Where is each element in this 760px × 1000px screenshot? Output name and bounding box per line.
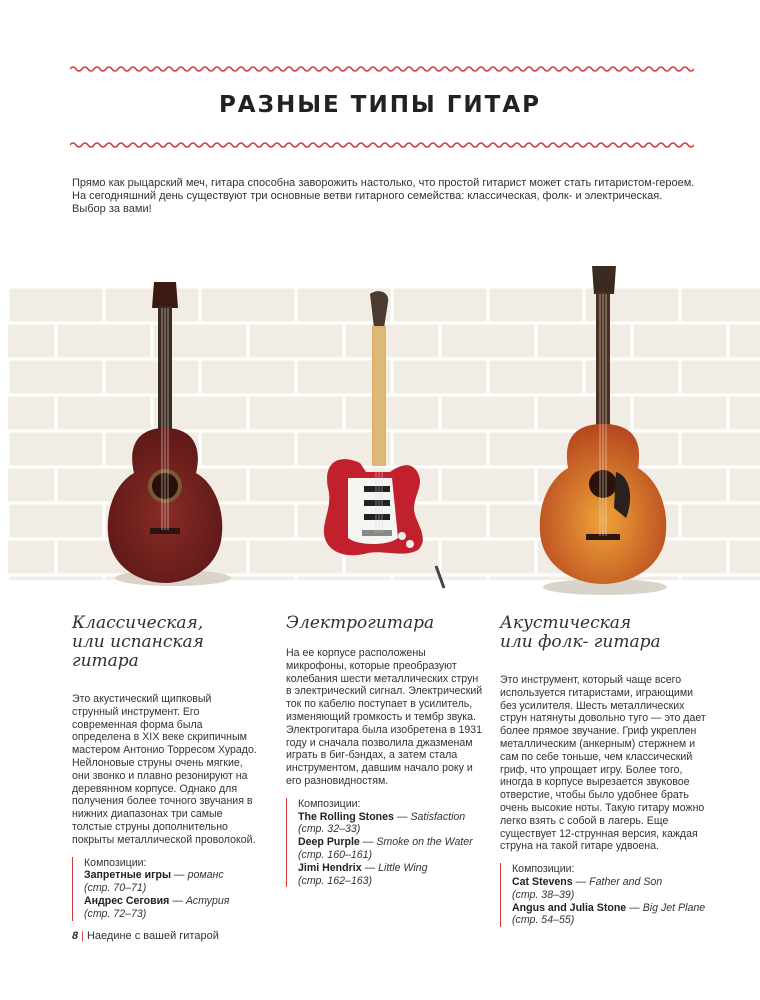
song-pages: (стр. 70–71) bbox=[84, 882, 147, 895]
intro-line: Выбор за вами! bbox=[72, 203, 152, 215]
song-pages: (стр. 32–33) bbox=[298, 823, 361, 836]
song-item: Андрес Сеговия — Астурия (стр. 72–73) bbox=[84, 895, 260, 921]
column-title bbox=[500, 614, 712, 652]
compositions-block bbox=[72, 857, 260, 921]
song-pages: (стр. 38–39) bbox=[512, 888, 575, 901]
column-text: Это акустический щипковый струнный инструмент. Его современная форма была определена в XIX веке скрипичным мастером Антонио Торресом Хурадо. Нейлоновые струны очень мягкие, они звонко и плавно резонируют на деревянном корпусе. Однако для получения более точного звучания в нижних диапазонах три самые толстые струны дополнительно покрыты металлической проволокой. bbox=[72, 693, 257, 846]
song-item: The Rolling Stones — Satisfaction (стр. 32–33) bbox=[298, 811, 486, 837]
page-footer bbox=[72, 930, 219, 942]
song-subtitle: Big Jet Plane bbox=[642, 901, 706, 914]
acoustic-guitar-icon bbox=[530, 262, 680, 598]
song-title: Jimi Hendrix bbox=[298, 861, 362, 874]
song-title: Cat Stevens bbox=[512, 875, 573, 888]
bottom-wavy-divider bbox=[70, 140, 694, 150]
intro-text bbox=[72, 177, 712, 216]
column-title bbox=[286, 614, 486, 633]
song-subtitle: романс bbox=[187, 869, 224, 882]
page-number: 8 bbox=[72, 930, 79, 942]
song-pages: (стр. 160–161) bbox=[298, 848, 373, 861]
electric-guitar-icon bbox=[318, 288, 468, 600]
song-title: Запретные игры bbox=[84, 869, 172, 882]
book-title: Наедине с вашей гитарой bbox=[86, 930, 219, 942]
compositions-label: Композиции: bbox=[298, 797, 361, 810]
column-acoustic bbox=[500, 614, 712, 927]
song-title: Angus and Julia Stone bbox=[512, 901, 627, 914]
column-title-line: или испанская гитара bbox=[72, 632, 204, 671]
compositions-label: Композиции: bbox=[84, 856, 147, 869]
song-item: Запретные игры — романс (стр. 70–71) bbox=[84, 869, 260, 895]
intro-line: На сегодняшний день существуют три основные ветви гитарного семейства: классическая, фолк- и электрическая. bbox=[72, 190, 663, 202]
song-pages: (стр. 72–73) bbox=[84, 907, 147, 920]
song-subtitle: Satisfaction bbox=[410, 810, 466, 823]
compositions-label: Композиции: bbox=[512, 863, 575, 876]
compositions-block bbox=[500, 863, 712, 927]
compositions-block bbox=[286, 798, 486, 888]
page-title: РАЗНЫЕ ТИПЫ ГИТАР bbox=[218, 92, 542, 118]
song-item: Cat Stevens — Father and Son (стр. 38–39) bbox=[512, 876, 712, 902]
song-subtitle: Астурия bbox=[185, 894, 230, 907]
song-subtitle: Smoke on the Water bbox=[376, 836, 473, 849]
column-title-line: Электрогитара bbox=[286, 613, 435, 633]
column-electric bbox=[286, 614, 486, 887]
intro-line: Прямо как рыцарский меч, гитара способна заворожить настолько, что простой гитарист может стать гитаристом-героем. bbox=[72, 177, 695, 189]
column-title-line: или фолк- гитара bbox=[500, 632, 661, 652]
classical-guitar-icon bbox=[96, 278, 236, 590]
song-item: Jimi Hendrix — Little Wing (стр. 162–163) bbox=[298, 862, 486, 888]
song-item: Angus and Julia Stone — Big Jet Plane (стр. 54–55) bbox=[512, 902, 712, 928]
song-subtitle: Father and Son bbox=[589, 875, 663, 888]
column-title bbox=[72, 614, 260, 671]
footer-separator: | bbox=[81, 930, 84, 942]
top-wavy-divider bbox=[70, 64, 694, 74]
column-text: На ее корпусе расположены микрофоны, которые преобразуют колебания шести металлических струн в электрический сигнал. Электрический ток по кабелю поступает в усилитель, изменяющий громкость и тембр звука. Электрогитара была изобретена в 1931 году и сначала позволила джазменам играть в биг-бэндах, а затем стала инструментом, давшим начало року и его разновидностям. bbox=[286, 647, 483, 787]
song-title: The Rolling Stones bbox=[298, 810, 394, 823]
song-subtitle: Little Wing bbox=[378, 861, 428, 874]
column-classical bbox=[72, 614, 260, 921]
song-item: Deep Purple — Smoke on the Water (стр. 160–161) bbox=[298, 836, 486, 862]
song-title: Deep Purple bbox=[298, 836, 360, 849]
column-title-line: Акустическая bbox=[500, 613, 632, 633]
song-pages: (стр. 162–163) bbox=[298, 874, 373, 887]
column-title-line: Классическая, bbox=[72, 613, 204, 633]
song-title: Андрес Сеговия bbox=[84, 894, 170, 907]
song-pages: (стр. 54–55) bbox=[512, 914, 575, 927]
column-text: Это инструмент, который чаще всего используется гитаристами, играющими без усилителя. Шесть металлических струн натянуты довольно туго — это дает более прямое звучание. Гриф укреплен металлическим (анкерным) стержнем и сам по себе тоньше, чем классический гриф, что упрощает игру. Более того, иногда в корпусе вырезается звуковое отверстие, чтобы было удобнее брать очень высокие ноты. Такую гитару можно легко взять с собой в лагерь. Еще существует 12-струнная версия, каждая струна на такой гитаре удвоена. bbox=[500, 674, 706, 853]
